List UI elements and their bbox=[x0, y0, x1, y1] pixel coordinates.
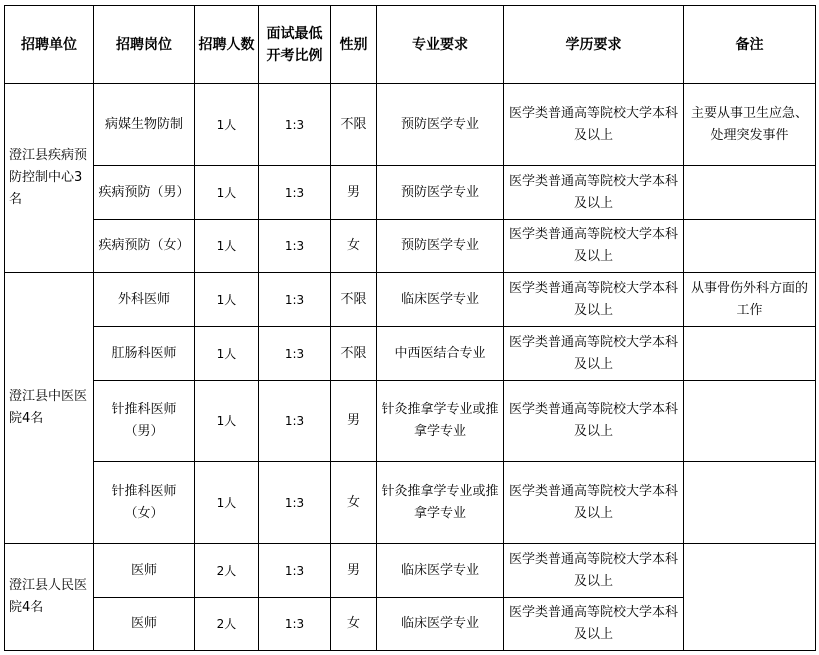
note-cell bbox=[684, 381, 816, 462]
table-row bbox=[5, 462, 816, 544]
post-cell: 针推科医师（男） bbox=[94, 381, 195, 462]
major-cell: 针灸推拿学专业或推拿学专业 bbox=[377, 462, 504, 544]
header-post: 招聘岗位 bbox=[94, 6, 195, 84]
table-row bbox=[5, 544, 816, 598]
ratio-cell: 1:3 bbox=[259, 381, 331, 462]
table-row bbox=[5, 84, 816, 166]
header-gender: 性别 bbox=[331, 6, 377, 84]
major-cell: 临床医学专业 bbox=[377, 598, 504, 651]
education-cell: 医学类普通高等院校大学本科及以上 bbox=[504, 327, 684, 381]
education-cell: 医学类普通高等院校大学本科及以上 bbox=[504, 544, 684, 598]
education-cell: 医学类普通高等院校大学本科及以上 bbox=[504, 220, 684, 273]
unit-cell: 澄江县中医医院4名 bbox=[5, 273, 94, 544]
education-cell: 医学类普通高等院校大学本科及以上 bbox=[504, 598, 684, 651]
header-ratio: 面试最低开考比例 bbox=[259, 6, 331, 84]
gender-cell: 不限 bbox=[331, 327, 377, 381]
major-cell: 针灸推拿学专业或推拿学专业 bbox=[377, 381, 504, 462]
post-cell: 医师 bbox=[94, 598, 195, 651]
major-cell: 预防医学专业 bbox=[377, 84, 504, 166]
table-row bbox=[5, 327, 816, 381]
ratio-cell: 1:3 bbox=[259, 84, 331, 166]
major-cell: 预防医学专业 bbox=[377, 220, 504, 273]
ratio-cell: 1:3 bbox=[259, 327, 331, 381]
ratio-cell: 1:3 bbox=[259, 544, 331, 598]
count-cell: 1人 bbox=[195, 381, 259, 462]
unit-cell: 澄江县疾病预防控制中心3名 bbox=[5, 84, 94, 273]
count-cell: 1人 bbox=[195, 220, 259, 273]
gender-cell: 男 bbox=[331, 544, 377, 598]
note-cell bbox=[684, 327, 816, 381]
table-row bbox=[5, 273, 816, 327]
gender-cell: 不限 bbox=[331, 84, 377, 166]
gender-cell: 男 bbox=[331, 166, 377, 220]
count-cell: 1人 bbox=[195, 327, 259, 381]
gender-cell: 不限 bbox=[331, 273, 377, 327]
education-cell: 医学类普通高等院校大学本科及以上 bbox=[504, 381, 684, 462]
gender-cell: 女 bbox=[331, 462, 377, 544]
header-row bbox=[5, 6, 816, 84]
post-cell: 针推科医师（女） bbox=[94, 462, 195, 544]
header-major: 专业要求 bbox=[377, 6, 504, 84]
count-cell: 2人 bbox=[195, 598, 259, 651]
count-cell: 1人 bbox=[195, 462, 259, 544]
note-cell bbox=[684, 544, 816, 651]
gender-cell: 男 bbox=[331, 381, 377, 462]
header-education: 学历要求 bbox=[504, 6, 684, 84]
recruitment-table bbox=[4, 5, 816, 651]
table-row bbox=[5, 220, 816, 273]
post-cell: 疾病预防（女） bbox=[94, 220, 195, 273]
count-cell: 1人 bbox=[195, 166, 259, 220]
education-cell: 医学类普通高等院校大学本科及以上 bbox=[504, 166, 684, 220]
post-cell: 病媒生物防制 bbox=[94, 84, 195, 166]
count-cell: 1人 bbox=[195, 84, 259, 166]
unit-cell: 澄江县人民医院4名 bbox=[5, 544, 94, 651]
post-cell: 医师 bbox=[94, 544, 195, 598]
table-row bbox=[5, 166, 816, 220]
ratio-cell: 1:3 bbox=[259, 220, 331, 273]
header-count: 招聘人数 bbox=[195, 6, 259, 84]
education-cell: 医学类普通高等院校大学本科及以上 bbox=[504, 84, 684, 166]
gender-cell: 女 bbox=[331, 598, 377, 651]
note-cell: 从事骨伤外科方面的工作 bbox=[684, 273, 816, 327]
count-cell: 1人 bbox=[195, 273, 259, 327]
gender-cell: 女 bbox=[331, 220, 377, 273]
post-cell: 肛肠科医师 bbox=[94, 327, 195, 381]
note-cell: 主要从事卫生应急、处理突发事件 bbox=[684, 84, 816, 166]
ratio-cell: 1:3 bbox=[259, 166, 331, 220]
major-cell: 临床医学专业 bbox=[377, 273, 504, 327]
note-cell bbox=[684, 220, 816, 273]
education-cell: 医学类普通高等院校大学本科及以上 bbox=[504, 273, 684, 327]
major-cell: 临床医学专业 bbox=[377, 544, 504, 598]
note-cell bbox=[684, 166, 816, 220]
count-cell: 2人 bbox=[195, 544, 259, 598]
ratio-cell: 1:3 bbox=[259, 462, 331, 544]
ratio-cell: 1:3 bbox=[259, 273, 331, 327]
table-row bbox=[5, 381, 816, 462]
header-unit: 招聘单位 bbox=[5, 6, 94, 84]
major-cell: 中西医结合专业 bbox=[377, 327, 504, 381]
post-cell: 外科医师 bbox=[94, 273, 195, 327]
ratio-cell: 1:3 bbox=[259, 598, 331, 651]
header-note: 备注 bbox=[684, 6, 816, 84]
note-cell bbox=[684, 462, 816, 544]
post-cell: 疾病预防（男） bbox=[94, 166, 195, 220]
education-cell: 医学类普通高等院校大学本科及以上 bbox=[504, 462, 684, 544]
major-cell: 预防医学专业 bbox=[377, 166, 504, 220]
